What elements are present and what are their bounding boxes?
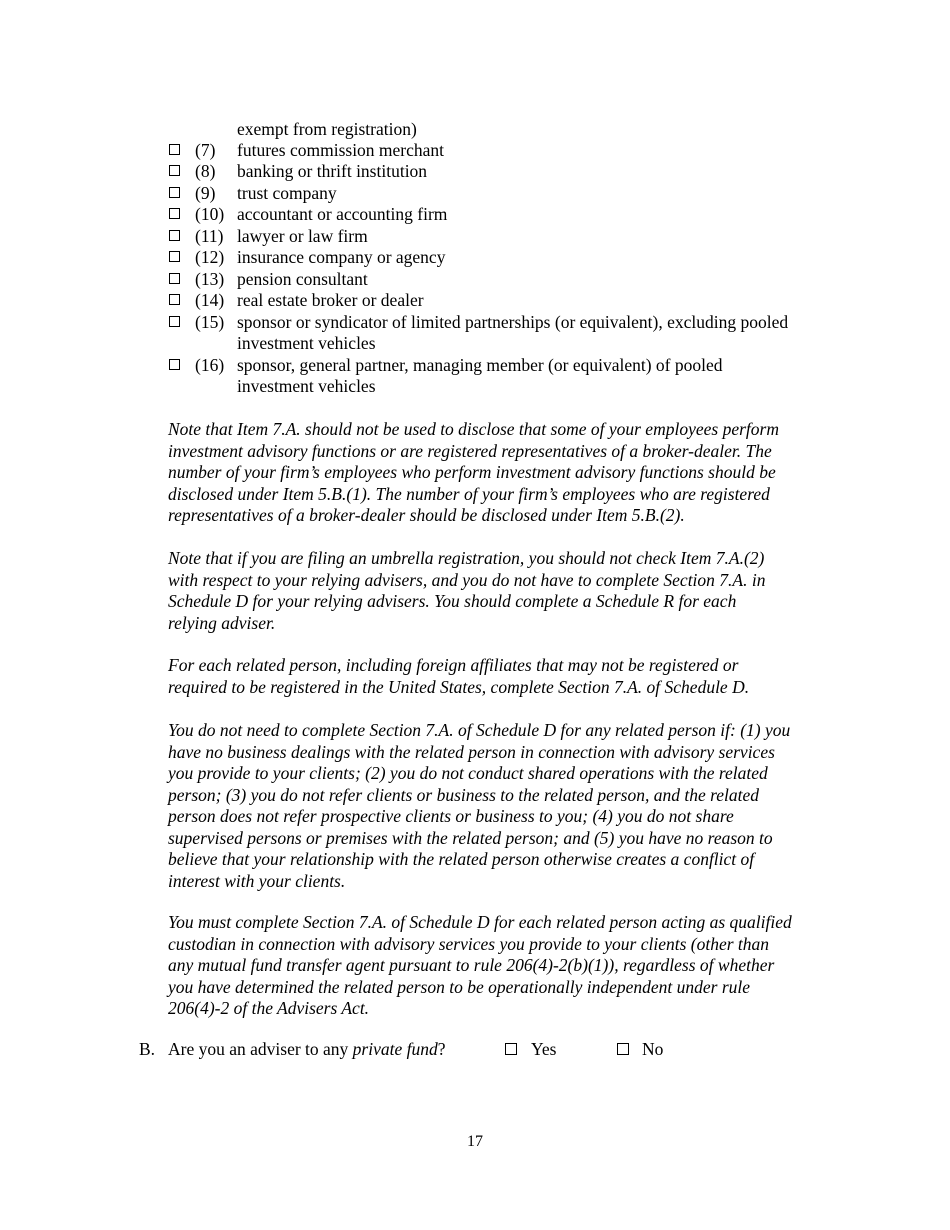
note-line: have no business dealings with the related person in connection with advisory services: [168, 741, 775, 762]
note-line: relying adviser.: [168, 612, 276, 633]
note-line: Schedule D for your relying advisers. You should complete a Schedule R for each: [168, 591, 737, 611]
question-text: [168, 1039, 446, 1061]
note-line: Note that Item 7.A. should not be used to disclose that some of your employees perform: [168, 419, 779, 439]
item-number: (14): [195, 290, 225, 310]
note-umbrella: [168, 548, 848, 634]
checkbox-13[interactable]: [169, 273, 180, 284]
checkbox-11[interactable]: [169, 230, 180, 241]
note-line: 206(4)-2 of the Advisers Act.: [168, 998, 370, 1018]
item-number: (11): [195, 226, 224, 246]
question-text-start: Are you an adviser to any: [168, 1039, 353, 1059]
yes-label: Yes: [531, 1039, 557, 1059]
note-line: interest with your clients.: [168, 870, 346, 891]
item-label: insurance company or agency: [237, 247, 446, 267]
item-label: futures commission merchant: [237, 140, 445, 160]
note-line: Note that if you are filing an umbrella registration, you should not check Item 7.A.(2): [168, 548, 765, 568]
question-text-end: ?: [437, 1039, 446, 1059]
note-line: you provide to your clients; (2) you do not conduct shared operations with the related: [168, 763, 768, 783]
note-line: investment advisory functions or are registered representatives of a broker-dealer. The: [168, 440, 772, 461]
note-foreign-affiliates: [168, 655, 848, 698]
note-custodian: [168, 912, 848, 1020]
question-text-italic: private fund: [352, 1039, 438, 1059]
checkbox-12[interactable]: [169, 251, 180, 262]
note-line: with respect to your relying advisers, and you do not have to complete Section 7.A. in: [168, 569, 766, 590]
note-line: person does not refer prospective clients or business to you; (4) you do not share: [168, 806, 734, 826]
item-number: (15): [195, 312, 225, 332]
item-label: sponsor, general partner, managing member (or equivalent) of pooled: [237, 355, 723, 375]
note-line: required to be registered in the United States, complete Section 7.A. of Schedule D.: [168, 676, 750, 697]
item-label-continued: investment vehicles: [237, 376, 376, 396]
note-line: You must complete Section 7.A. of Schedule D for each related person acting as qualified: [168, 912, 792, 932]
note-line: any mutual fund transfer agent pursuant to rule 206(4)-2(b)(1)), regardless of whether: [168, 955, 775, 975]
note-line: custodian in connection with advisory services you provide to your clients (other than: [168, 933, 770, 954]
note-line: disclosed under Item 5.B.(1). The number of your firm’s employees who are registered: [168, 483, 770, 504]
item-label-continued: investment vehicles: [237, 333, 376, 353]
item-label: sponsor or syndicator of limited partnerships (or equivalent), excluding pooled: [237, 312, 789, 332]
note-exemptions: [168, 720, 848, 892]
checkbox-9[interactable]: [169, 187, 180, 198]
item-number: (8): [195, 161, 216, 181]
checkbox-7[interactable]: [169, 144, 180, 155]
note-employees: [168, 419, 848, 527]
note-line: you have determined the related person to be operationally independent under rule: [168, 976, 751, 997]
no-checkbox[interactable]: [617, 1043, 629, 1055]
question-label: B.: [139, 1039, 156, 1059]
continued-text: exempt from registration): [237, 119, 417, 139]
note-line: For each related person, including foreign affiliates that may not be registered or: [168, 655, 739, 675]
item-number: (16): [195, 355, 225, 375]
page-number: 17: [467, 1133, 483, 1150]
item-number: (10): [195, 204, 225, 224]
no-label: No: [642, 1039, 664, 1059]
item-label: lawyer or law firm: [237, 226, 368, 246]
item-number: (13): [195, 269, 225, 289]
item-label: trust company: [237, 183, 337, 203]
item-number: (9): [195, 183, 216, 203]
note-line: believe that your relationship with the related person otherwise creates a conflict of: [168, 849, 755, 869]
note-line: person; (3) you do not refer clients or business to the related person, and the related: [168, 784, 760, 805]
note-line: You do not need to complete Section 7.A. of Schedule D for any related person if: (1) you: [168, 720, 791, 740]
checkbox-10[interactable]: [169, 208, 180, 219]
note-line: number of your firm’s employees who perform investment advisory functions should be: [168, 462, 776, 482]
checkbox-15[interactable]: [169, 316, 180, 327]
item-label: accountant or accounting firm: [237, 204, 448, 224]
checkbox-14[interactable]: [169, 294, 180, 305]
item-label: real estate broker or dealer: [237, 290, 424, 310]
note-line: representatives of a broker-dealer should be disclosed under Item 5.B.(2).: [168, 505, 685, 525]
item-label: pension consultant: [237, 269, 368, 289]
item-number: (12): [195, 247, 225, 267]
yes-checkbox[interactable]: [505, 1043, 517, 1055]
checkbox-16[interactable]: [169, 359, 180, 370]
item-number: (7): [195, 140, 216, 160]
note-line: supervised persons or premises with the related person; and (5) you have no reason to: [168, 827, 773, 848]
checkbox-8[interactable]: [169, 165, 180, 176]
item-label: banking or thrift institution: [237, 161, 428, 181]
